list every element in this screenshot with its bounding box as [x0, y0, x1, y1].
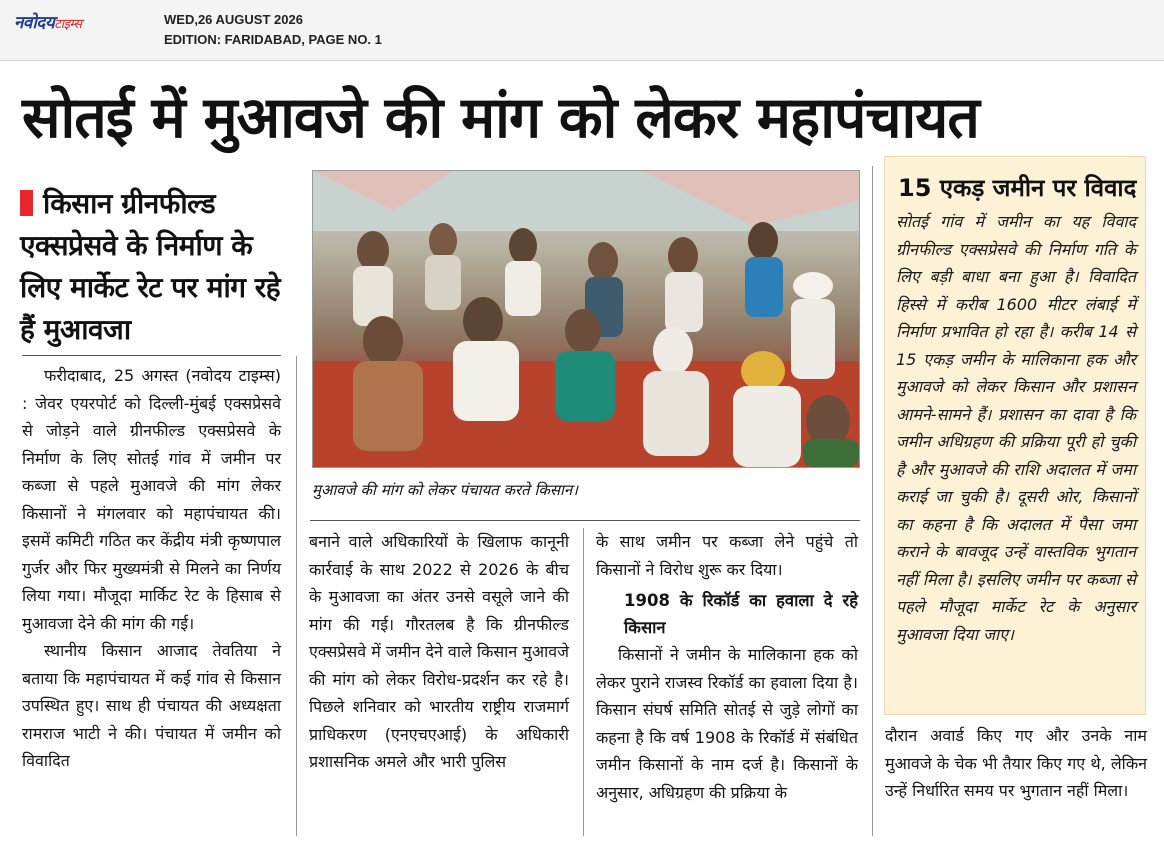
- paragraph: बनाने वाले अधिकारियों के खिलाफ कानूनी कार्रवाई के साथ 2022 से 2026 के बीच के मुआवजा का अंतर उनसे वसूले जाने की मांग की गई। गौरतलब है कि ग्रीनफील्ड एक्सप्रेसवे में जमीन देने वाले किसान मुआवजे की मांग को लेकर विरोध-प्रदर्शन कर रहे है। पिछले शनिवार को भारतीय राष्ट्रीय राजमार्ग प्राधिकरण (एनएचएआई) के अधिकारी प्रशासनिक अमले और भारी पुलिस: [309, 532, 569, 771]
- sidebar-title: 15 एकड़ जमीन पर विवाद: [898, 174, 1137, 202]
- column-4: [885, 722, 1147, 805]
- newspaper-logo[interactable]: [14, 10, 82, 33]
- article-subheadline: [20, 183, 282, 351]
- logo-sub: टाइम्स: [54, 17, 82, 32]
- column-divider: [583, 528, 584, 836]
- article-headline: सोतई में मुआवजे की मांग को लेकर महापंचायत: [22, 85, 979, 151]
- article-photo: [312, 170, 860, 468]
- paragraph: फरीदाबाद, 25 अगस्त (नवोदय टाइम्स) : जेवर एयरपोर्ट को दिल्ली-मुंबई एक्सप्रेसवे से जोड़ने वाले ग्रीनफील्ड एक्सप्रेसवे के निर्माण के लिए सोतई गांव में जमीन पर कब्जा से पहले मुआवजे की मांग लेकर किसानों ने मंगलवार को महापंचायत की। इसमें कमिटी गठित कर केंद्रीय मंत्री कृष्णपाल गुर्जर और फिर मुख्यमंत्री से मिलने का निर्णय लिया गया। मौजूदा मार्किट रेट के हिसाब से मुआवजा देने की मांग की गई।: [22, 366, 281, 633]
- paragraph: के साथ जमीन पर कब्जा लेने पहुंचे तो किसानों ने विरोध शुरू कर दिया।: [596, 532, 858, 579]
- subhead-rule: [22, 355, 281, 356]
- caption-rule: [310, 520, 860, 521]
- edition-page: EDITION: FARIDABAD, PAGE NO. 1: [164, 32, 382, 47]
- column-2: [309, 528, 569, 776]
- sidebar-text: सोतई गांव में जमीन का यह विवाद ग्रीनफील्ड एक्सप्रेसवे की निर्माण गति के लिए बड़ी बाधा बना हुआ है। विवादित हिस्से में करीब 1600 मीटर लंबाई में निर्माण प्रभावित हो रहा है। करीब 14 से 15 एकड़ जमीन के मालिकाना हक और मुआवजे को लेकर किसान और प्रशासन आमने-सामने हैं। प्रशासन का दावा है कि जमीन अधिग्रहण की प्रक्रिया पूरी हो चुकी है और मुआवजे की राशि अदालत में जमा कराई जा चुकी है। दूसरी ओर, किसानों का कहना है कि अदालत में पैसा जमा कराने के बावजूद उन्हें वास्तविक भुगतान नहीं मिला है। इसलिए जमीन पर कब्जा से पहले मौजूदा मार्केट रेट के अनुसार मुआवजा दिया जाए।: [896, 212, 1136, 644]
- subheadline-text: किसान ग्रीनफील्ड एक्सप्रेसवे के निर्माण के लिए मार्केट रेट पर मांग रहे हैं मुआवजा: [20, 187, 281, 346]
- column-divider: [872, 166, 873, 836]
- red-square-bullet: [20, 190, 33, 216]
- photo-caption: मुआवजे की मांग को लेकर पंचायत करते किसान।: [312, 481, 578, 499]
- edition-info: [164, 10, 382, 50]
- farmers-panchayat-photo: [313, 171, 859, 467]
- issue-date: WED,26 AUGUST 2026: [164, 12, 303, 27]
- paragraph: किसानों ने जमीन के मालिकाना हक को लेकर पुराने राजस्व रिकॉर्ड का हवाला दिया है। किसान संघर्ष समिति सोतई से जुड़े लोगों का कहना है कि वर्ष 1908 के रिकॉर्ड में संबंधित जमीन किसानों के नाम दर्ज है। किसानों के अनुसार, अधिग्रहण की प्रक्रिया के: [596, 645, 858, 802]
- paragraph: दौरान अवार्ड किए गए और उनके नाम मुआवजे के चेक भी तैयार किए गए थे, लेकिन उन्हें निर्धारित समय पर भुगतान नहीं मिला।: [885, 726, 1147, 800]
- paragraph: स्थानीय किसान आजाद तेवतिया ने बताया कि महापंचायत में कई गांव से किसान उपस्थित हुए। साथ ही पंचायत की अध्यक्षता रामराज भाटी ने की। पंचायत में जमीन को विवादित: [22, 641, 281, 770]
- masthead-bar: [0, 0, 1164, 61]
- column-1: [22, 362, 281, 775]
- column-divider: [296, 356, 297, 836]
- column-3: [596, 528, 858, 806]
- logo-main: नवोदय: [14, 13, 55, 33]
- section-subheading: 1908 के रिकॉर्ड का हवाला दे रहे किसान: [624, 591, 858, 637]
